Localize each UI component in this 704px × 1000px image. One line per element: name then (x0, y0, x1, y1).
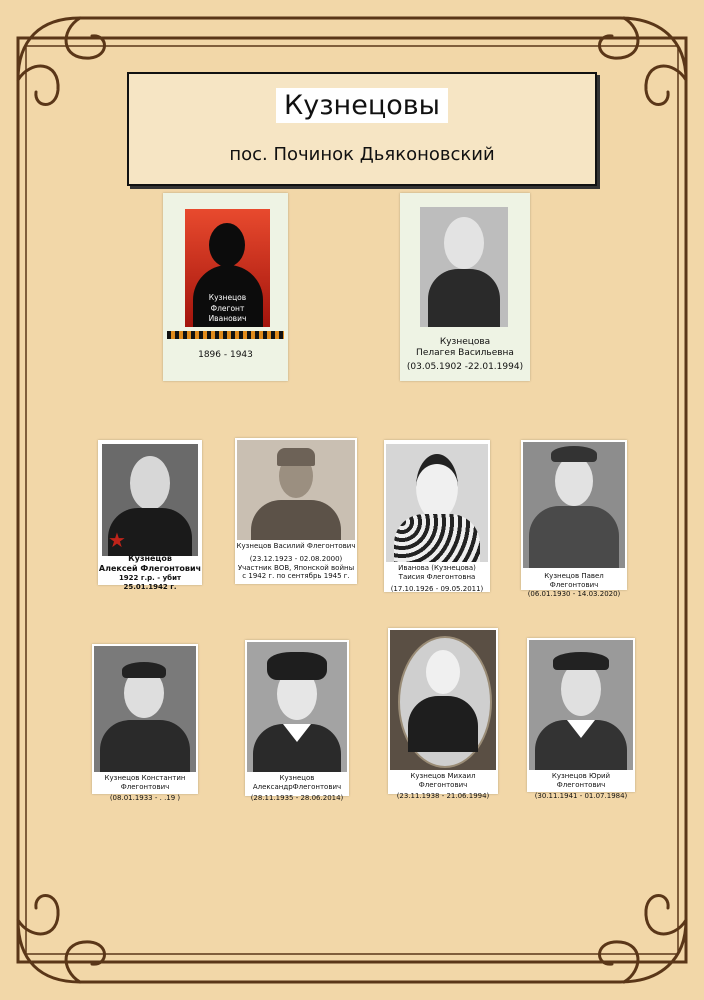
child-card-yury (527, 638, 635, 800)
konstantin-photo (94, 646, 196, 772)
pavel-name: Кузнецов Павел Флегонтович (544, 572, 604, 589)
yury-dates: (30.11.1941 - 01.07.1984) (534, 791, 628, 800)
st-george-ribbon (167, 331, 284, 339)
child-card-konstantin (92, 644, 198, 802)
vasily-note1: Участник ВОВ, Японской войны (237, 563, 355, 572)
page-subtitle: пос. Починок Дьяконовский (229, 144, 495, 165)
title-box (127, 72, 597, 186)
child-card-taisiya (384, 440, 490, 592)
father-card (163, 193, 288, 381)
child-card-alexey (98, 440, 202, 591)
page-title: Кузнецовы (276, 88, 448, 123)
alexey-photo (102, 444, 198, 556)
konstantin-dates: (08.01.1933 - . .19 ) (109, 793, 181, 802)
alexander-dates: (28.11.1935 - 28.06.2014) (250, 793, 344, 802)
father-name-line3: Иванович (208, 314, 247, 323)
vasily-photo (237, 440, 355, 540)
child-card-mikhail (388, 628, 498, 800)
alexey-name2: Алексей Флегонтович (98, 564, 202, 573)
alexander-photo (247, 642, 347, 772)
vasily-dates: (23.12.1923 - 02.08.2000) (249, 554, 343, 563)
vasily-note2: с 1942 г. по сентябрь 1945 г. (242, 572, 350, 581)
mother-dates: (03.05.1902 -22.01.1994) (406, 361, 524, 372)
alexey-dates: 1922 г.р. - убит 25.01.1942 г. (118, 574, 182, 591)
mikhail-photo (390, 630, 496, 770)
alexander-name: Кузнецов АлександрФлегонтович (252, 774, 342, 791)
child-card-pavel (521, 440, 627, 598)
father-name-line2: Флегонт (210, 303, 245, 313)
pavel-photo (523, 442, 625, 568)
child-card-vasily (235, 438, 357, 584)
taisiya-dates: (17.10.1926 - 09.05.2011) (390, 584, 484, 593)
mother-card (400, 193, 530, 381)
pavel-dates: (06.01.1930 - 14.03.2020) (527, 589, 621, 598)
taisiya-photo (386, 444, 488, 562)
father-name-line1: Кузнецов (208, 293, 247, 302)
child-card-alexander (245, 640, 349, 802)
taisiya-name: Иванова (Кузнецова) (398, 564, 476, 572)
taisiya-name2: Таисия Флегонтовна (398, 572, 476, 581)
mother-name-line2: Пелагея Васильевна (416, 348, 514, 359)
mother-name-line1: Кузнецова (439, 337, 491, 347)
alexey-name: Кузнецов (128, 554, 172, 563)
yury-name: Кузнецов Юрий Флегонтович (551, 772, 611, 789)
father-dates: 1896 - 1943 (198, 350, 253, 360)
mikhail-dates: (23.11.1938 - 21.06.1994) (396, 791, 490, 800)
mother-photo (420, 207, 508, 327)
konstantin-name: Кузнецов Константин Флегонтович (104, 774, 186, 791)
yury-photo (529, 640, 633, 770)
vasily-name: Кузнецов Василий Флегонтович (236, 542, 356, 550)
mikhail-name: Кузнецов Михаил Флегонтович (410, 772, 476, 789)
father-memorial-photo (185, 209, 270, 327)
memorial-star-icon: ★ (108, 528, 126, 552)
